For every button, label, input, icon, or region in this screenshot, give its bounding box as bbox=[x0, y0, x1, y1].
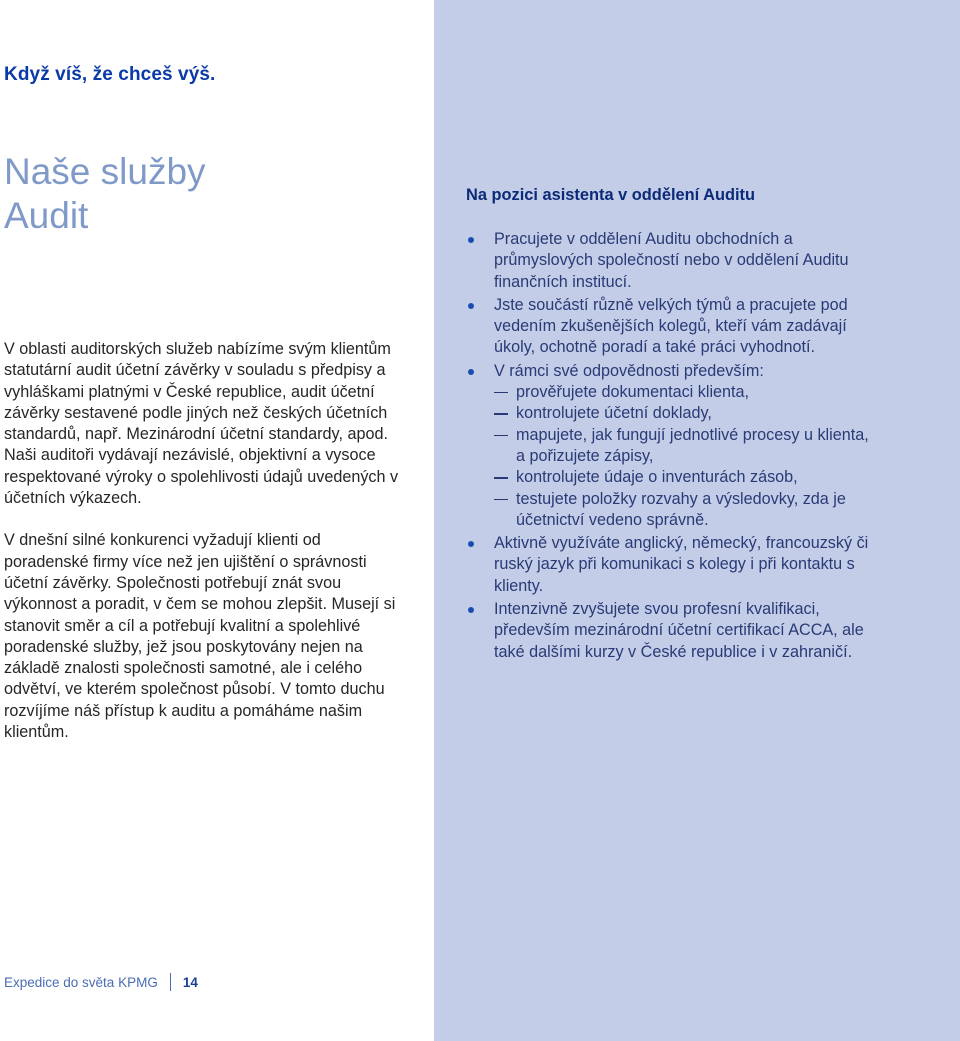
tagline: Když víš, že chceš výš. bbox=[4, 64, 216, 85]
page-footer bbox=[4, 973, 198, 991]
bullet-icon bbox=[468, 369, 474, 375]
list-item bbox=[466, 361, 878, 531]
responsibilities-sublist bbox=[494, 382, 878, 531]
dash-icon bbox=[494, 477, 508, 478]
sublist-item-text: kontrolujete účetní doklady, bbox=[516, 404, 712, 423]
dash-icon bbox=[494, 499, 508, 500]
sublist-item bbox=[494, 403, 878, 424]
left-column-text bbox=[4, 339, 406, 764]
list-item-text: Pracujete v oddělení Auditu obchodních a průmyslových společností nebo v oddělení Auditu finančních institucí. bbox=[494, 230, 849, 291]
list-item bbox=[466, 295, 878, 359]
page-number: 14 bbox=[182, 974, 198, 990]
dash-icon bbox=[494, 413, 508, 414]
sublist-item bbox=[494, 425, 878, 468]
dash-icon bbox=[494, 435, 508, 436]
title-line-services: Naše služby bbox=[4, 151, 206, 192]
list-item bbox=[466, 533, 878, 597]
sublist-item bbox=[494, 467, 878, 488]
sublist-item bbox=[494, 489, 878, 532]
sublist-item bbox=[494, 382, 878, 403]
dash-icon bbox=[494, 392, 508, 393]
bullet-icon bbox=[468, 607, 474, 613]
bullet-icon bbox=[468, 541, 474, 547]
list-item bbox=[466, 599, 878, 663]
list-item-text: Aktivně využíváte anglický, německý, francouzský či ruský jazyk při komunikaci s kolegy i při kontaktu s klienty. bbox=[494, 534, 869, 595]
list-item bbox=[466, 229, 878, 293]
bullet-icon bbox=[468, 303, 474, 309]
intro-paragraph: V oblasti auditorských služeb nabízíme svým klientům statutární audit účetní závěrky v souladu s předpisy a vyhláškami platnými v České republice, audit účetní závěrky sestavené podle jiných než českých účetních standardů, např. Mezinárodní účetní standardy, apod. Naši auditoři vydávají nezávislé, objektivní a vysoce respektované výroky o spolehlivosti údajů uvedených v účetních výkazech. bbox=[4, 340, 399, 508]
list-item-text: Jste součástí různě velkých týmů a pracujete pod vedením zkušenějších kolegů, kteří vám zadávají úkoly, ochotně poradí a také práci vyhodnotí. bbox=[494, 295, 848, 357]
title-line-audit: Audit bbox=[4, 195, 89, 236]
sublist-item-text: kontrolujete údaje o inventurách zásob, bbox=[516, 468, 798, 487]
position-duties-list bbox=[466, 229, 878, 665]
bullet-icon bbox=[468, 237, 474, 243]
approach-paragraph: V dnešní silné konkurenci vyžadují klienti od poradenské firmy více než jen ujištění o správnosti účetní závěrky. Společnosti potřebují znát svou výkonnost a poradit, v čem se mohou zlepšit. Musejí si stanovit směr a cíl a potřebují kvalitní a spolehlivé poradenské služby, jež jsou poskytovány nejen na základě znalosti společnosti samotné, ale i celého odvětví, ve kterém společnost působí. V tomto duchu rozvíjíme náš přístup k auditu a pomáháme našim klientům. bbox=[4, 531, 396, 742]
sublist-item-text: mapujete, jak fungují jednotlivé procesy u klienta, a pořizujete zápisy, bbox=[516, 425, 869, 465]
list-item-text: Intenzivně zvyšujete svou profesní kvalifikaci, především mezinárodní účetní certifikací ACCA, ale také dalšími kurzy v České republice i v zahraničí. bbox=[494, 600, 864, 661]
list-item-text: V rámci své odpovědnosti především: bbox=[494, 361, 764, 380]
footer-divider bbox=[170, 973, 171, 991]
sublist-item-text: testujete položky rozvahy a výsledovky, zda je účetnictví vedeno správně. bbox=[516, 489, 846, 529]
sublist-item-text: prověřujete dokumentaci klienta, bbox=[516, 383, 750, 402]
position-heading: Na pozici asistenta v oddělení Auditu bbox=[466, 186, 756, 204]
footer-publication-title: Expedice do světa KPMG bbox=[4, 974, 158, 990]
page-title bbox=[4, 150, 206, 238]
